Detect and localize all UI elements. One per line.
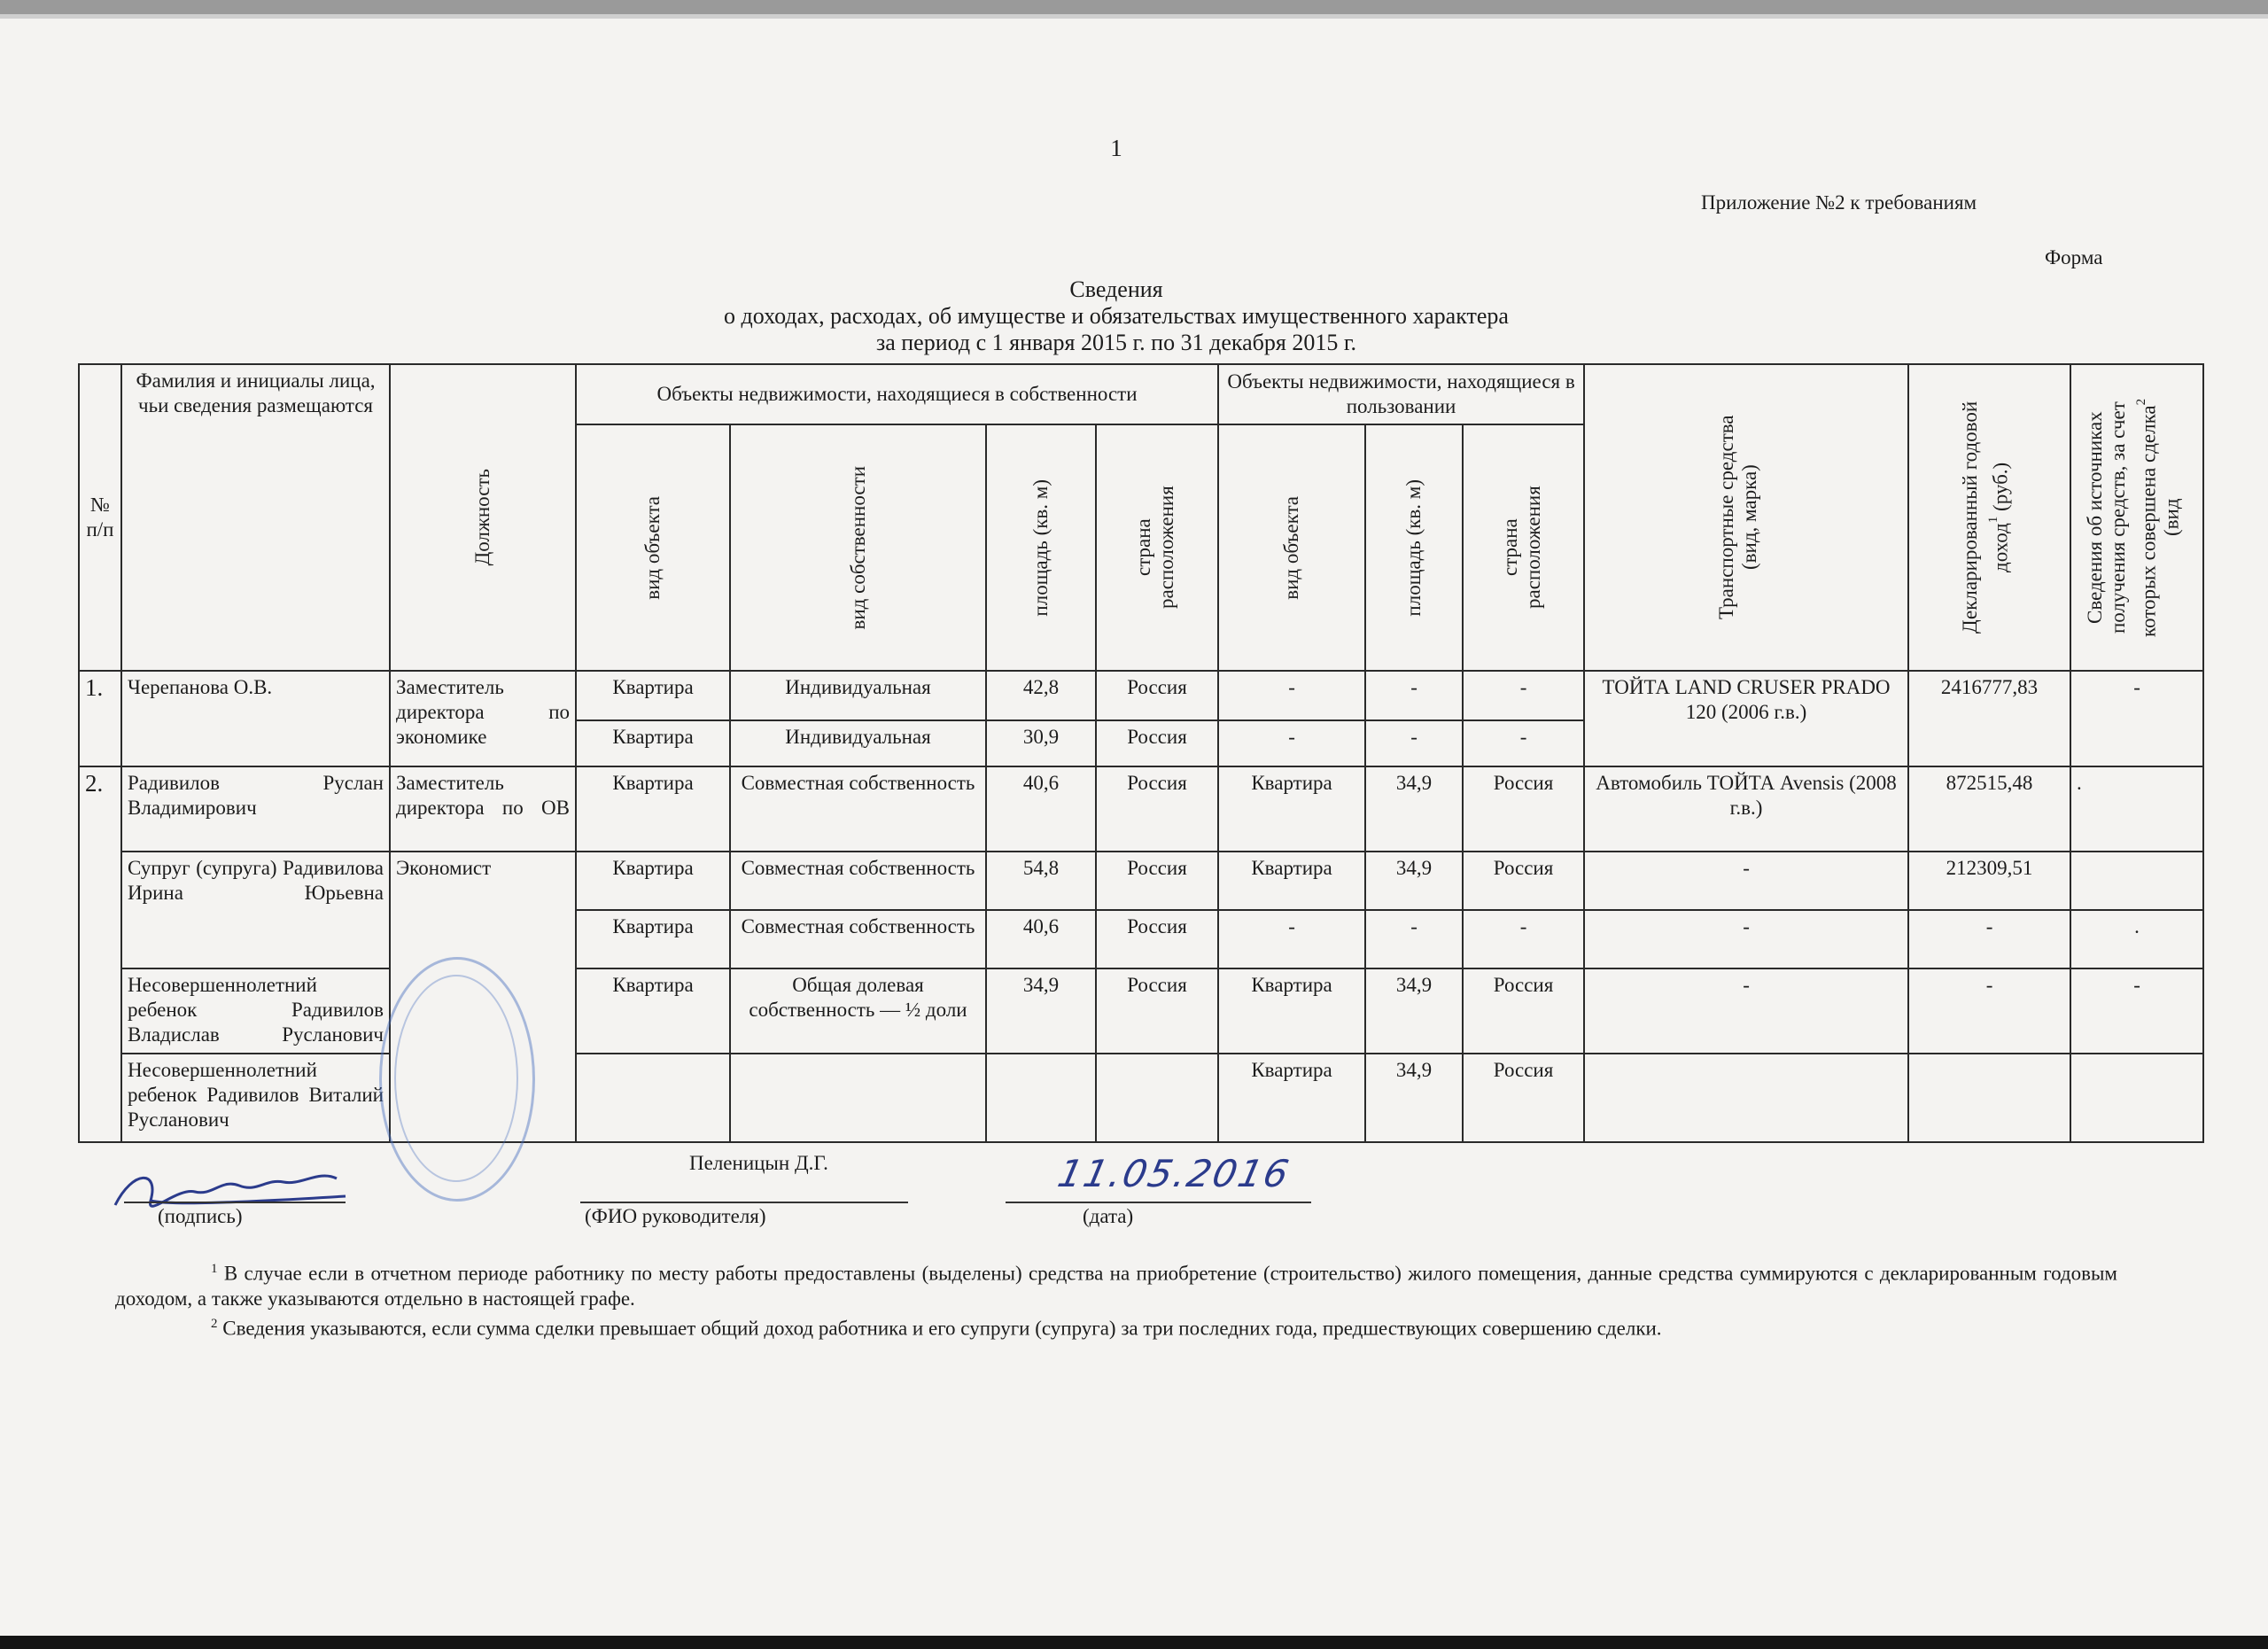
used-country: Россия (1463, 1054, 1584, 1142)
used-area: - (1365, 720, 1463, 766)
person-name: Супруг (супруга) Радивилова Ирина Юрьевна (121, 852, 390, 968)
page-number: 1 (1110, 135, 1122, 161)
area: 30,9 (986, 720, 1096, 766)
ownership-type: Совместная собственность (730, 910, 986, 968)
used-country: Россия (1463, 852, 1584, 910)
head-name: Пеленицын Д.Г. (689, 1152, 828, 1174)
header-used-property: Объекты недвижимости, находящиеся в пользовании (1218, 364, 1584, 424)
ownership-type: Совместная собственность (730, 852, 986, 910)
vehicle: ТОЙТА LAND CRUSER PRADO 120 (2006 г.в.) (1584, 671, 1908, 766)
vehicle: - (1584, 852, 1908, 910)
ownership-type: Общая долевая собственность — ½ доли (730, 968, 986, 1054)
header-income: Декларированный годовой доход$^1$ (руб.) (1908, 364, 2070, 671)
title-line-2: о доходах, расходах, об имуществе и обязательствах имущественного характера (724, 303, 1509, 329)
used-object-type: - (1218, 720, 1365, 766)
object-type: Квартира (576, 910, 730, 968)
used-country: Россия (1463, 766, 1584, 852)
header-object-type: вид объекта (576, 424, 730, 671)
income: 872515,48 (1908, 766, 2070, 852)
header-used-country: страна расположения (1463, 424, 1584, 671)
used-country: - (1463, 671, 1584, 720)
sources: - (2070, 968, 2203, 1054)
area: 34,9 (986, 968, 1096, 1054)
scan-top-edge (0, 0, 2268, 14)
signature-line (124, 1202, 346, 1203)
scan-bottom-edge (0, 1636, 2268, 1649)
scan-top-edge-shadow (0, 14, 2268, 19)
used-object-type: - (1218, 910, 1365, 968)
used-area: 34,9 (1365, 968, 1463, 1054)
used-object-type: - (1218, 671, 1365, 720)
used-country: - (1463, 910, 1584, 968)
person-position: Заместитель директора по ОВ (390, 766, 576, 852)
sources: . (2070, 910, 2203, 968)
header-used-area: площадь (кв. м) (1365, 424, 1463, 671)
used-country: - (1463, 720, 1584, 766)
table-row (79, 852, 2203, 910)
income: - (1908, 968, 2070, 1054)
used-object-type: Квартира (1218, 968, 1365, 1054)
used-object-type: Квартира (1218, 766, 1365, 852)
area: 40,6 (986, 766, 1096, 852)
used-object-type: Квартира (1218, 852, 1365, 910)
table-row (79, 671, 2203, 720)
title-line-1: Сведения (1069, 276, 1163, 302)
header-used-object-type: вид объекта (1218, 424, 1365, 671)
person-position: Заместитель директора по экономике (390, 671, 576, 766)
header-position: Должность (390, 364, 576, 671)
person-name: Несовершеннолетний ребенок Радивилов Владислав Русланович (121, 968, 390, 1054)
area (986, 1054, 1096, 1142)
title-line-3: за период с 1 января 2015 г. по 31 декабря 2015 г. (875, 330, 1357, 355)
income: 212309,51 (1908, 852, 2070, 910)
header-country: страна расположения (1096, 424, 1218, 671)
vehicle: - (1584, 968, 1908, 1054)
header-number: № п/п (79, 364, 121, 671)
country: Россия (1096, 910, 1218, 968)
date-label: (дата) (1083, 1205, 1134, 1227)
area: 54,8 (986, 852, 1096, 910)
country: Россия (1096, 766, 1218, 852)
country: Россия (1096, 720, 1218, 766)
header-name: Фамилия и инициалы лица, чьи сведения размещаются (121, 364, 390, 671)
person-name: Радивилов Руслан Владимирович (121, 766, 390, 852)
area: 42,8 (986, 671, 1096, 720)
person-name: Несовершеннолетний ребенок Радивилов Виталий Русланович (121, 1054, 390, 1142)
ownership-type: Индивидуальная (730, 671, 986, 720)
income: 2416777,83 (1908, 671, 2070, 766)
form-label: Форма (2045, 246, 2103, 268)
object-type: Квартира (576, 671, 730, 720)
date-line (1006, 1202, 1311, 1203)
vehicle: Автомобиль ТОЙТА Avensis (2008 г.в.) (1584, 766, 1908, 852)
header-area: площадь (кв. м) (986, 424, 1096, 671)
document-title (620, 276, 1612, 356)
used-area: 34,9 (1365, 852, 1463, 910)
country (1096, 1054, 1218, 1142)
ownership-type (730, 1054, 986, 1142)
header-owned-property: Объекты недвижимости, находящиеся в собственности (576, 364, 1218, 424)
footnotes (115, 1256, 2117, 1341)
sources: . (2070, 766, 2203, 852)
income: - (1908, 910, 2070, 968)
row-number: 1. (79, 671, 121, 766)
footnote-1: $^1$ В случае если в отчетном периоде работнику по месту работы предоставлены (выделены) средства на приобретение (строительство) жилого помещения, данные средства суммируются с декларированным годовым доходом, а также указываются отдельно в настоящей графе. (115, 1262, 2117, 1310)
object-type: Квартира (576, 852, 730, 910)
vehicle (1584, 1054, 1908, 1142)
name-label: (ФИО руководителя) (585, 1205, 766, 1227)
object-type: Квартира (576, 968, 730, 1054)
person-name: Черепанова О.В. (121, 671, 390, 766)
footnote-2: $^2$ Сведения указываются, если сумма сделки превышает общий доход работника и его супруги (супруга) за три последних года, предшествующих совершению сделки. (211, 1316, 1662, 1340)
head-name-line (580, 1202, 908, 1203)
vehicle: - (1584, 910, 1908, 968)
annex-label: Приложение №2 к требованиям (1701, 191, 1977, 214)
used-object-type: Квартира (1218, 1054, 1365, 1142)
income (1908, 1054, 2070, 1142)
signature-label: (подпись) (158, 1205, 243, 1227)
used-area: 34,9 (1365, 1054, 1463, 1142)
object-type: Квартира (576, 766, 730, 852)
area: 40,6 (986, 910, 1096, 968)
country: Россия (1096, 968, 1218, 1054)
header-vehicles: Транспортные средства (вид, марка) (1584, 364, 1908, 671)
sources: - (2070, 671, 2203, 766)
handwritten-date: 11.05.2016 (1053, 1152, 1294, 1195)
country: Россия (1096, 852, 1218, 910)
country: Россия (1096, 671, 1218, 720)
used-area: - (1365, 671, 1463, 720)
row-number: 2. (79, 766, 121, 1142)
official-stamp-inner-ring (394, 975, 518, 1182)
used-area: - (1365, 910, 1463, 968)
header-sources: Сведения об источниках получения средств, за счет которых совершена сделка$^2$ (вид (2070, 364, 2203, 671)
header-ownership-type: вид собственности (730, 424, 986, 671)
object-type (576, 1054, 730, 1142)
ownership-type: Индивидуальная (730, 720, 986, 766)
object-type: Квартира (576, 720, 730, 766)
table-row (79, 766, 2203, 852)
ownership-type: Совместная собственность (730, 766, 986, 852)
sources (2070, 1054, 2203, 1142)
used-area: 34,9 (1365, 766, 1463, 852)
used-country: Россия (1463, 968, 1584, 1054)
sources (2070, 852, 2203, 910)
person-position: Экономист (390, 852, 576, 1142)
